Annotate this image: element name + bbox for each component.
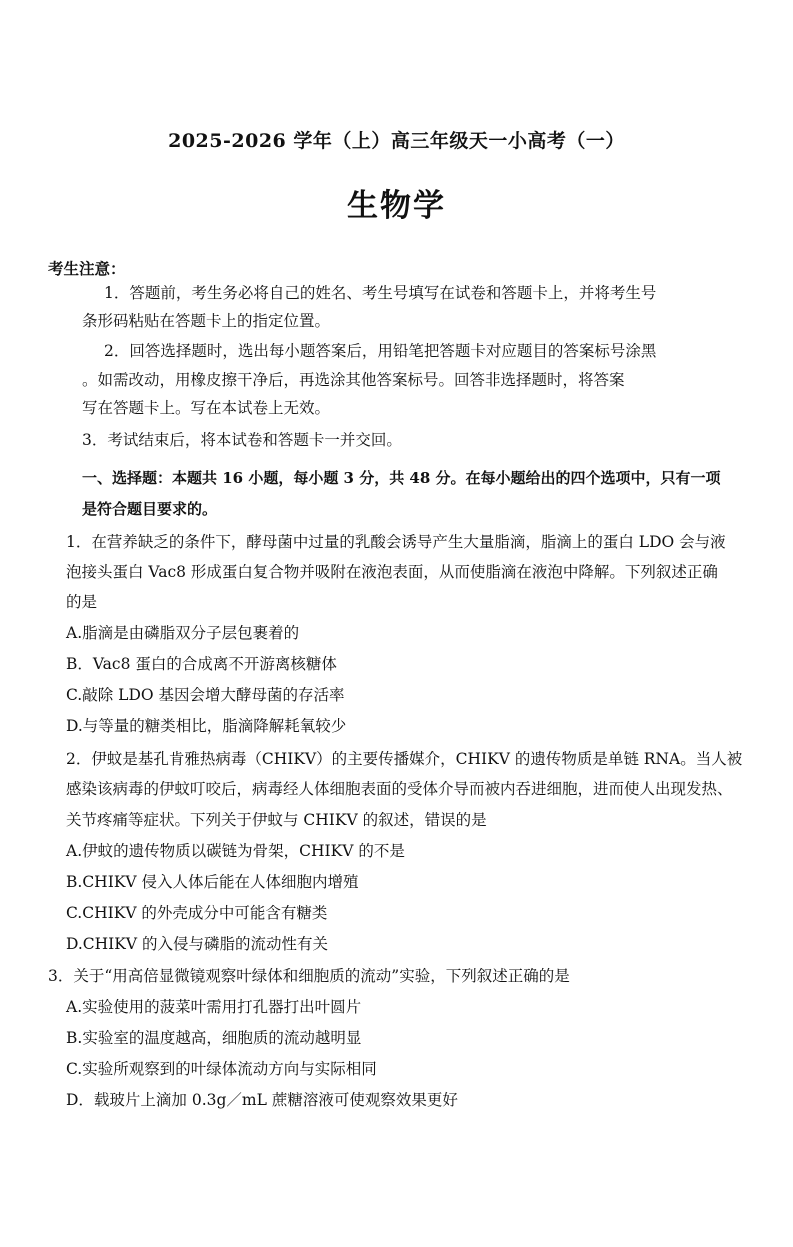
section-1-instructions-line-1: 一、选择题：本题共 16 小题，每小题 3 分，共 48 分。在每小题给出的四个选项中，只有一项 [82,469,721,487]
question-3-option-a: A.实验使用的菠菜叶需用打孔器打出叶圆片 [66,998,362,1016]
notice-item-1-line-2: 条形码粘贴在答题卡上的指定位置。 [82,312,331,330]
subject-title: 生物学 [347,188,446,224]
notice-item-2-line-3: 写在答题卡上。写在本试卷上无效。 [82,399,331,417]
question-2-option-c: C.CHIKV 的外壳成分中可能含有糖类 [66,904,328,922]
question-2-stem-line-2: 感染该病毒的伊蚊叮咬后，病毒经人体细胞表面的受体介导而被内吞进细胞，进而使人出现发热、 [66,780,733,798]
notice-item-2-line-2: 。如需改动，用橡皮擦干净后，再选涂其他答案标号。回答非选择题时，将答案 [82,371,625,389]
question-2-option-d: D.CHIKV 的入侵与磷脂的流动性有关 [66,935,329,953]
notice-item-2-line-1: 2．回答选择题时，选出每小题答案后，用铅笔把答题卡对应题目的答案标号涂黑 [104,342,657,360]
question-2-stem-line-1: 2．伊蚊是基孔肯雅热病毒（CHIKV）的主要传播媒介，CHIKV 的遗传物质是单链 RNA。当人被 [66,750,743,768]
question-3-option-c: C.实验所观察到的叶绿体流动方向与实际相同 [66,1060,377,1078]
question-3-option-b: B.实验室的温度越高，细胞质的流动越明显 [66,1029,362,1047]
notice-item-3: 3．考试结束后，将本试卷和答题卡一并交回。 [82,431,402,449]
notice-heading: 考生注意： [48,259,126,278]
question-3-stem: 3．关于“用高倍显微镜观察叶绿体和细胞质的流动”实验，下列叙述正确的是 [48,967,570,985]
question-1-option-c: C.敲除 LDO 基因会增大酵母菌的存活率 [66,686,345,704]
question-1-option-b: B．Vac8 蛋白的合成离不开游离核糖体 [66,655,337,673]
question-1-stem-line-1: 1．在营养缺乏的条件下，酵母菌中过量的乳酸会诱导产生大量脂滴，脂滴上的蛋白 LDO 会与液 [66,533,726,551]
question-1-option-a: A.脂滴是由磷脂双分子层包裹着的 [66,624,300,642]
question-2-option-b: B.CHIKV 侵入人体后能在人体细胞内增殖 [66,873,359,891]
question-2-option-a: A.伊蚊的遗传物质以碳链为骨架，CHIKV 的不是 [66,842,405,860]
exam-title: 2025-2026 学年（上）高三年级天一小高考（一） [168,130,625,152]
section-1-instructions-line-2: 是符合题目要求的。 [82,500,218,518]
notice-item-1-line-1: 1．答题前，考生务必将自己的姓名、考生号填写在试卷和答题卡上，并将考生号 [104,284,657,302]
question-1-stem-line-3: 的是 [66,593,98,611]
question-1-stem-line-2: 泡接头蛋白 Vac8 形成蛋白复合物并吸附在液泡表面，从而使脂滴在液泡中降解。下列叙述正确 [66,563,718,581]
question-3-option-d: D．载玻片上滴加 0.3g／mL 蔗糖溶液可使观察效果更好 [66,1091,458,1109]
question-1-option-d: D.与等量的糖类相比，脂滴降解耗氧较少 [66,717,347,735]
question-2-stem-line-3: 关节疼痛等症状。下列关于伊蚊与 CHIKV 的叙述，错误的是 [66,811,487,829]
